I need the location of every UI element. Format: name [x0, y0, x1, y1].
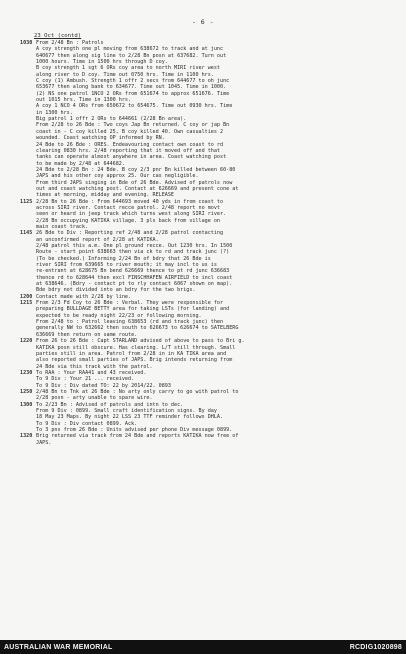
entry-text	[36, 40, 392, 122]
entry-time: 1030	[20, 40, 33, 46]
entry-line: preparing BULLDAGE BETTY area for taking LSTs (for landing) and	[36, 306, 230, 313]
entry-text	[36, 338, 392, 370]
entry-line: From 9 Div : 0899. Small craft identification signs. By day	[36, 407, 217, 414]
page-number: - 6 -	[191, 18, 215, 26]
entry-time: 1125	[20, 198, 33, 205]
entry-line: also reported small parties of JAPS. Brig intends returning from	[36, 357, 233, 364]
entry-line: parties still in area. Patrol from 2/28 in in KA TIKA area and	[36, 350, 227, 357]
entry-line: Bde bdry not divided into an bdry for the two brigs.	[36, 287, 196, 294]
entry-line: 26 Bde to Div : Reporting ref 2/48 and 2/28 patrol contacting	[36, 230, 224, 237]
archive-reference: RCDIG1020898	[349, 643, 402, 651]
entry-line: From third JAPS singing in Bde of 26 Bde. Advised of patrols now	[36, 179, 233, 186]
entry-line: expected to be ready night 22/23 or following morning.	[36, 312, 202, 319]
log-entry	[20, 389, 392, 402]
entry-line: 636669 then return on same route.	[36, 331, 138, 338]
entry-line: 2/48 Bn to Tnk at 26 Bde : No arty only carry to go with patrol to	[36, 388, 239, 395]
entry-line: 2/48 patrol this a.m. One pl ground recce. Out 1230 hrs. In 1500	[36, 243, 233, 249]
entry-time: 1300	[20, 401, 33, 408]
entry-text	[36, 199, 392, 231]
entry-line: Brig returned via track from 24 Bde and reports KATIKA now free of	[36, 433, 239, 440]
entry-time: 1220	[20, 338, 33, 345]
entry-line: thence rd to 628644 then excl FINSCHHAFEN AIRFIELD to incl coast	[36, 274, 233, 281]
entry-line: seen or heard in jeep track which turns west along SIRI river.	[36, 211, 227, 218]
entry-text	[36, 230, 392, 293]
entry-text	[36, 433, 392, 446]
entry-line: 24 Bde to 2/28 Bn : 24 Bde. B coy 2/3 pnr Bn killed between 60-80	[36, 166, 236, 173]
entry-line: 653677 then along bank to 634677. Time out 1045. Time in 1000.	[36, 84, 227, 91]
log-entry	[20, 122, 392, 198]
entry-line: C coy (1) Ambush. Strength 1 offr 2 secs from 644677 to oh junc	[36, 78, 230, 85]
entry-line: 640677 then along sig line to 2/28 Bn posn at 637682. Turn out	[36, 52, 227, 59]
entry-line: 2/28 Bn to 26 Bde : From 644693 moved 40 yds in from coast to	[36, 198, 224, 205]
entry-text	[36, 370, 392, 389]
log-entry	[20, 433, 392, 446]
entry-line: (2) NS one patrol 1NCO 2 ORs from 651674 to approx 651676. Time	[36, 90, 230, 97]
entry-line: To 9 Div : Your 21 ... received.	[36, 376, 135, 383]
entry-line: across SIRI river. Contact recce patrol. 2/48 report no movt	[36, 204, 221, 211]
entry-line: re-entrant at 628675 Bn bend 626669 thence to pt rd junc 636683	[36, 268, 230, 275]
log-entry	[20, 199, 392, 231]
entry-line: out and coast watching post. Contact at 626669 and present cone at	[36, 185, 239, 192]
entry-line: in 1300 hrs.	[36, 109, 73, 116]
entry-line: To 2/23 Bn : Advised of patrols and intn to dec.	[36, 401, 184, 408]
entry-line: To 9 Div : Div contact 0899. Ack.	[36, 420, 138, 427]
log-entry	[20, 230, 392, 293]
entry-line: 1000 hours. Time in 1500 hrs through D coy.	[36, 59, 168, 66]
entry-line: generally NW to 632662 then south to 626673 to 626674 to SATELBERG	[36, 325, 239, 332]
entry-text	[36, 389, 392, 402]
entry-line: times at morning, midday and evening. RELEASE	[36, 192, 175, 199]
entry-line: an unconfirmed report of 2/28 at KATIKA.	[36, 236, 159, 243]
entry-time: 1250	[20, 388, 33, 395]
war-diary-log	[20, 40, 392, 446]
entry-line: main coast track.	[36, 223, 89, 230]
entry-line: 24 Bde to 26 Bde : ORES. Endeavouring contact own coast to rd	[36, 141, 224, 148]
entry-line: to be made by 2/48 at 644682.	[36, 160, 125, 167]
entry-time: 1230	[20, 369, 33, 376]
entry-time: 1320	[20, 433, 33, 440]
entry-text	[36, 122, 392, 198]
entry-text	[36, 300, 392, 338]
entry-line: 2/28 posn - arty unable to spare wire.	[36, 395, 153, 402]
entry-time: 1200	[20, 293, 33, 300]
entry-time	[20, 122, 36, 198]
entry-line: out 1015 hrs. Time in 1300 hrs.	[36, 97, 132, 104]
entry-line: From 2/28 to 26 Bde : Two coys Jap Bn returned. C coy or jap Bn	[36, 122, 230, 129]
log-entry	[20, 370, 392, 389]
entry-line: coast in - C coy killed 25, B coy killed 40. Own casualties 2	[36, 128, 224, 135]
entry-line: From 2/3 Fd Coy to 26 Bde : Verbal. They were responsible for	[36, 300, 224, 307]
entry-time: 1215	[20, 300, 33, 307]
archive-footer	[0, 640, 406, 654]
entry-line: KATIKA posn still obscure. Has clearing. L/T still through. Small	[36, 344, 236, 351]
entry-line: From 2/48 Bn : Patrols	[36, 40, 104, 46]
archive-name: AUSTRALIAN WAR MEMORIAL	[4, 643, 113, 651]
entry-line: Contact made with 2/28 by line.	[36, 293, 132, 300]
entry-line: (To be checked.) Informing 2/24 Bn of bdry that 26 Bde is	[36, 255, 211, 262]
entry-line: JAPS.	[36, 439, 52, 446]
entry-time: 1145	[20, 230, 33, 237]
entry-line: From 26 to 26 Bde : Capt STARLAND advised of above to pass to Bri g.	[36, 338, 245, 345]
entry-line: at 638646. (Bdry - contact pt to rly contact 6067 shown on map).	[36, 281, 233, 288]
entry-line: B coy strength 1 sgt 6 ORs coy area to north MIRI river west	[36, 65, 221, 72]
entry-line: JAPS and his other coy approx 25. Our cas negligible.	[36, 173, 199, 180]
entry-line: From 2/48 to : Patrol leaving 638653 (rd and track junc) then	[36, 319, 224, 326]
log-entry	[20, 40, 392, 122]
entry-line: wounded. Coast watching OP informed by RN.	[36, 135, 165, 142]
entry-line: To 9 Div : Div dated TO: 22 by 2014/22. 0893	[36, 382, 171, 389]
entry-line: river SIRI from 639665 to river mouth; it may incl to us is	[36, 262, 217, 269]
entry-text	[36, 402, 392, 434]
entry-line: along river to D coy. Time out 0750 hrs. Time in 1100 hrs.	[36, 71, 214, 78]
entry-line: Big patrol 1 offr 2 ORs to 644661 (2/28 Bn area).	[36, 116, 187, 123]
entry-line: A coy 1 NCO 4 ORs from 650672 to 654675. Time out 0930 hrs. Time	[36, 103, 233, 110]
entry-line: To RAA : Your RAA41 and 43 received.	[36, 369, 147, 376]
log-entry	[20, 300, 392, 338]
entry-line: 24 Bde via this track with the patrol.	[36, 363, 153, 370]
entry-line: 2/28 Bn occupying KATIKA village. 3 pls back from village on	[36, 217, 221, 224]
entry-line: To 3 pns from 26 Bde : Units advised per phone Div message 0899.	[36, 426, 233, 433]
entry-line: Route - start point 638663 then via ck to rd and track junc (?)	[36, 249, 230, 256]
entry-line: 18 May 23 Maps. By night 22 LSS 23 TTF reminder follows DHLA.	[36, 414, 224, 421]
date-header: 23 Oct (contd)	[34, 33, 82, 39]
entry-line: clearing 0830 hrs. 2/48 reporting that it moved off and that	[36, 147, 221, 154]
entry-line: A coy strength one pl moving from 638672 to track and at junc	[36, 46, 224, 53]
entry-line: tanks can operate almost anywhere in area. Coast watching post	[36, 154, 227, 161]
log-entry	[20, 402, 392, 434]
log-entry	[20, 338, 392, 370]
